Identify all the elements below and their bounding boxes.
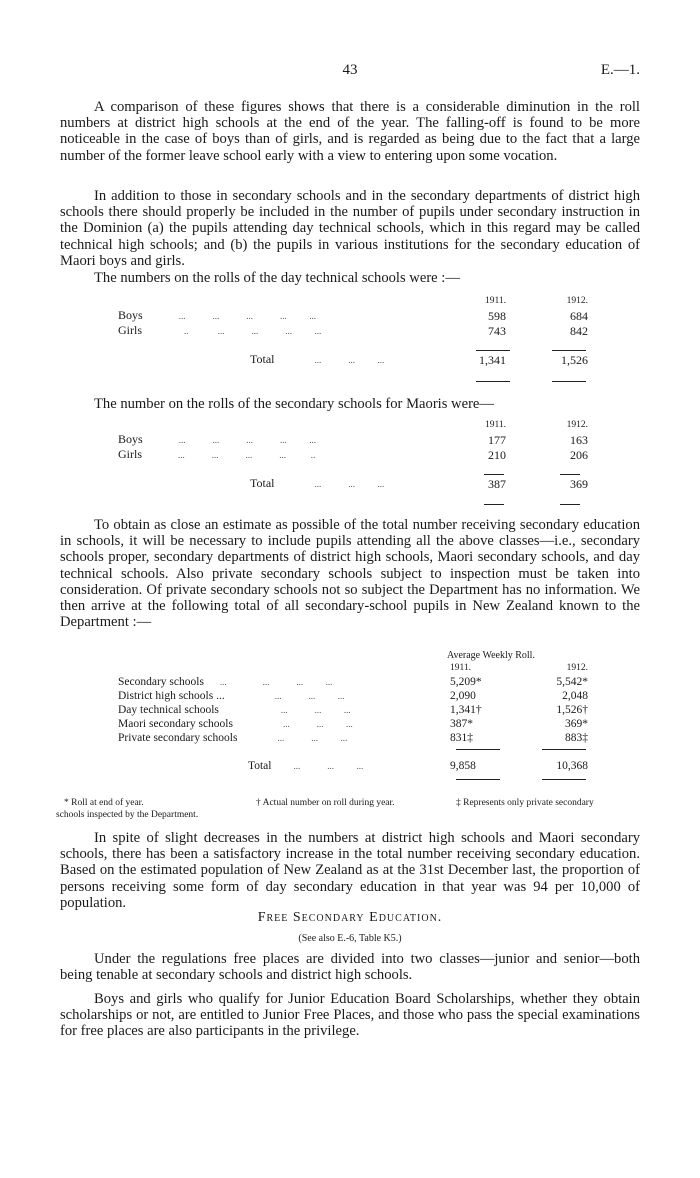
cell-1912: 5,542* <box>556 676 588 688</box>
total-label: Total <box>250 476 275 490</box>
leader-dots: ... ... ... ... <box>219 677 333 687</box>
cell-1911: 2,090 <box>450 690 476 702</box>
leader-dots: ... ... ... ... ... <box>178 435 316 445</box>
footnote-dagger: † Actual number on roll during year. <box>256 798 395 808</box>
cell-1912: 206 <box>570 447 588 462</box>
year-heading: 1911. <box>450 663 472 673</box>
page-header <box>0 62 700 84</box>
cell-1912: 842 <box>570 323 588 338</box>
row-label: Secondary schools <box>118 676 204 688</box>
sum-rule <box>484 474 504 475</box>
cell-1912: 369* <box>565 718 588 730</box>
section-heading: Free Secondary Education. <box>257 910 443 925</box>
cell-1911: 1,341† <box>450 704 482 716</box>
cell-1911: 743 <box>488 323 506 338</box>
leader-dots: .. ... ... ... ... <box>184 326 322 336</box>
leader-dots: ... ... ... <box>293 761 364 771</box>
total-1911: 387 <box>488 476 506 491</box>
paragraph-additional-pupils: In addition to those in secondary schools and in the secondary departments of district high schools there should properly be included in the number of pupils under secondary instruction in the Dominion (a) the pupils attending day technical schools, which in this regard may be called technical high schools; and (b) the pupils in various institutions for the secondary education of Maori boys and girls. <box>60 188 640 269</box>
table-header-row <box>118 661 588 675</box>
table-total-row <box>118 759 588 773</box>
cell-1911: 831‡ <box>450 732 473 744</box>
table-total-row <box>118 476 588 491</box>
cell-1912: 1,526† <box>556 704 588 716</box>
sum-rule <box>542 749 586 750</box>
sum-rule <box>476 350 510 351</box>
year-heading: 1911. <box>484 420 506 430</box>
cell-1911: 598 <box>488 308 506 323</box>
total-label: Total <box>250 352 275 366</box>
sum-rule <box>476 381 510 382</box>
total-1911: 9,858 <box>450 760 476 772</box>
footnote-star: * Roll at end of year. <box>64 798 144 808</box>
page-number: 43 <box>342 62 358 78</box>
row-label: Private secondary schools <box>118 732 238 744</box>
table-row <box>118 432 588 447</box>
cell-1911: 210 <box>488 447 506 462</box>
row-label: Maori secondary schools <box>118 718 233 730</box>
table-row <box>118 731 588 745</box>
table-row <box>118 703 588 717</box>
table-total-row <box>118 352 588 367</box>
leader-dots: ... ... ... <box>314 355 385 365</box>
cell-1911: 177 <box>488 432 506 447</box>
year-heading: 1911. <box>484 296 506 306</box>
leader-dots: ... ... ... ... .. <box>178 450 316 460</box>
sum-rule <box>484 504 504 505</box>
paragraph-maori-intro: The number on the rolls of the secondary schools for Maoris were— <box>94 396 495 412</box>
row-label: Girls <box>118 447 142 461</box>
footnote-continuation: schools inspected by the Department. <box>56 810 199 820</box>
sum-rule <box>542 779 586 780</box>
table-header-row <box>118 418 588 432</box>
table-row <box>118 447 588 462</box>
table-row <box>118 675 588 689</box>
total-1912: 10,368 <box>556 760 588 772</box>
table-row <box>118 717 588 731</box>
cell-1912: 163 <box>570 432 588 447</box>
paragraph-free-places: Under the regulations free places are divided into two classes—junior and senior—both being tenable at secondary schools and district high schools. <box>60 951 640 984</box>
leader-dots: ... ... ... <box>282 719 353 729</box>
cell-1912: 684 <box>570 308 588 323</box>
row-label: Boys <box>118 308 143 322</box>
paragraph-junior-free-places: Boys and girls who qualify for Junior Education Board Scholarships, whether they obtain scholarships or not, are entitled to Junior Free Places, and those who pass the special examinations for free places are also participants in the privilege. <box>60 991 640 1040</box>
cell-1912: 2,048 <box>562 690 588 702</box>
paragraph-comparison: A comparison of these figures shows that there is a considerable diminution in the roll numbers at district high schools at the end of the year. The falling-off is found to be more noticeable in the case of boys than of girls, and is regarded as being due to the fact that a large number of the former leave school early with a view to entering upon some vocation. <box>60 99 640 164</box>
average-weekly-roll-caption: Average Weekly Roll. <box>447 650 535 661</box>
sum-rule <box>560 474 580 475</box>
cell-1911: 5,209* <box>450 676 482 688</box>
footnote-double-dagger: ‡ Represents only private secondary <box>456 798 594 808</box>
paragraph-technical-intro: The numbers on the rolls of the day technical schools were :— <box>94 270 460 286</box>
year-heading: 1912. <box>566 420 588 430</box>
technical-schools-table <box>118 294 588 367</box>
row-label: District high schools ... <box>118 690 225 702</box>
total-1911: 1,341 <box>479 352 506 367</box>
row-label: Girls <box>118 323 142 337</box>
table-row <box>118 689 588 703</box>
leader-dots: ... ... ... <box>277 733 348 743</box>
leader-dots: ... ... ... ... ... <box>178 311 316 321</box>
year-heading: 1912. <box>566 663 588 673</box>
document-reference: E.—1. <box>600 62 640 78</box>
table-header-row <box>118 294 588 308</box>
paragraph-total-estimate: To obtain as close an estimate as possible of the total number receiving secondary education in schools, it will be necessary to include pupils attending all the above classes—i.e., secondary schools proper, secondary departments of district high schools, Maori secondary schools, and day technical schools. Also private secondary schools subject to inspection must be taken into consideration. Of private secondary schools not so subject the Department has no information. We then arrive at the following total of all secondary-school pupils in New Zealand known to the Department :— <box>60 517 640 631</box>
sum-rule <box>456 749 500 750</box>
sum-rule <box>552 381 586 382</box>
all-secondary-pupils-table <box>118 661 588 773</box>
maori-schools-table <box>118 418 588 491</box>
table-row <box>118 308 588 323</box>
paragraph-increase: In spite of slight decreases in the numbers at district high schools and Maori secondary schools, there has been a satisfactory increase in the total number receiving secondary education. Based on the estimated population of New Zealand as at the 31st December last, the proportion of persons receiving some form of day secondary education in that year was 94 per 10,000 of population. <box>60 830 640 911</box>
cell-1911: 387* <box>450 718 473 730</box>
leader-dots: ... ... ... <box>314 479 385 489</box>
sum-rule <box>552 350 586 351</box>
leader-dots: ... ... ... <box>274 691 345 701</box>
sum-rule <box>456 779 500 780</box>
year-heading: 1912. <box>566 296 588 306</box>
table-row <box>118 323 588 338</box>
cell-1912: 883‡ <box>565 732 588 744</box>
total-1912: 1,526 <box>561 352 588 367</box>
sum-rule <box>560 504 580 505</box>
section-subnote: (See also E.-6, Table K5.) <box>298 933 402 944</box>
row-label: Boys <box>118 432 143 446</box>
row-label: Day technical schools <box>118 704 219 716</box>
total-1912: 369 <box>570 476 588 491</box>
total-label: Total <box>248 760 272 772</box>
leader-dots: ... ... ... <box>280 705 351 715</box>
